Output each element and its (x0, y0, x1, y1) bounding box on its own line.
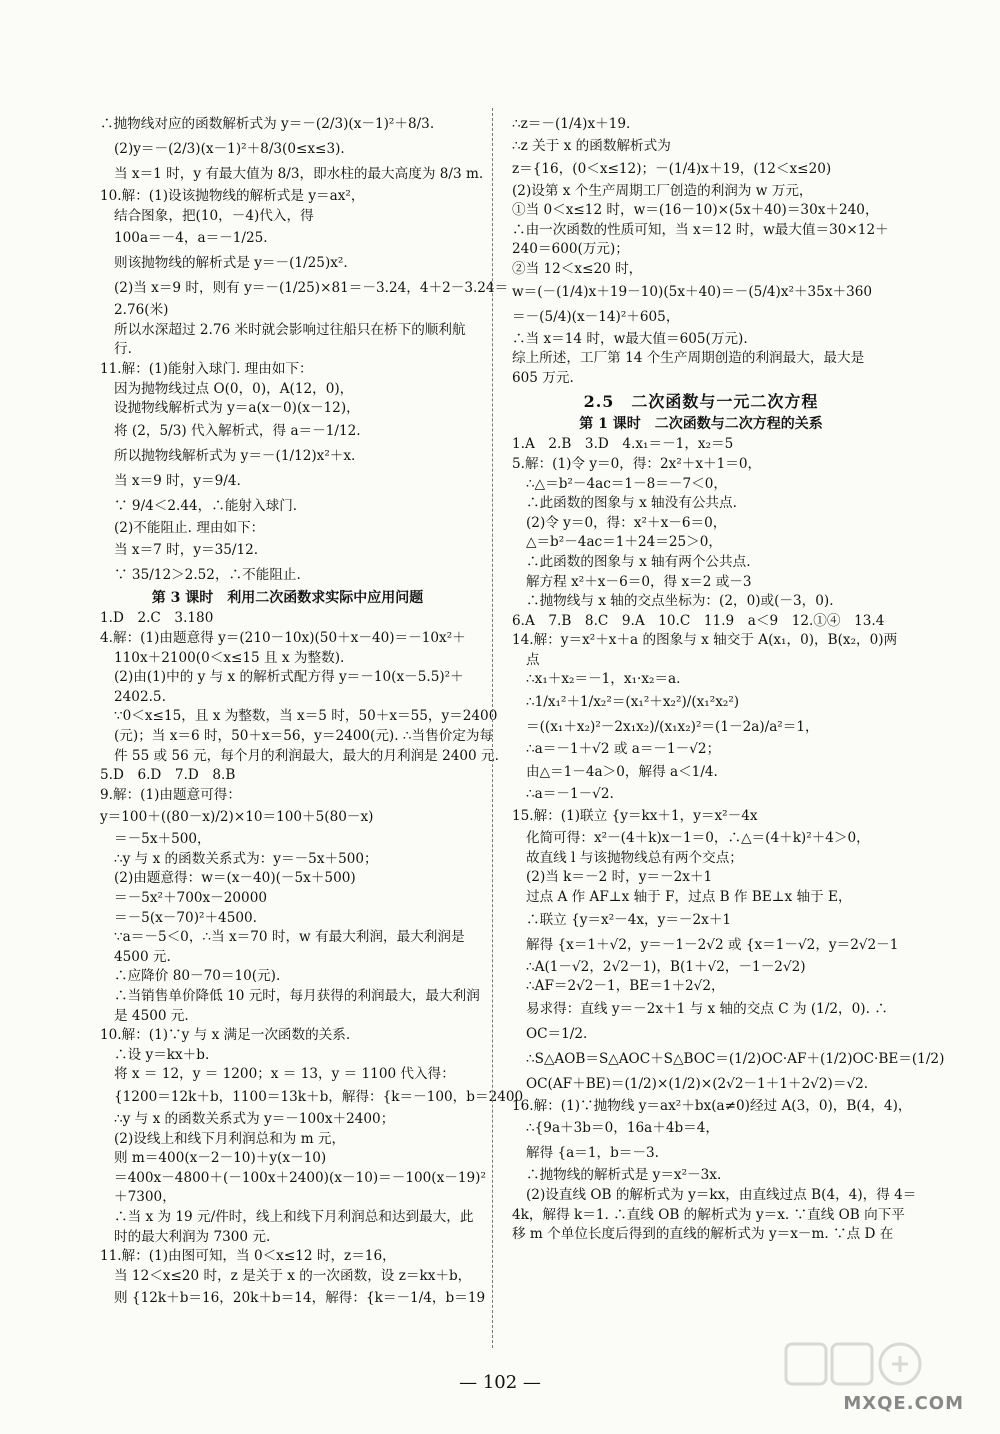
left-text-line: (2)由题意得：w＝(x－40)(－5x＋500) (114, 870, 356, 887)
right-text-line: 故直线 l 与该抛物线总有两个交点； (526, 849, 743, 866)
left-text-line: 11.解：(1)能射入球门. 理由如下： (100, 360, 313, 377)
left-text-line: 10.解：(1)∵y 与 x 满足一次函数的关系. (100, 1027, 351, 1044)
left-text-line: 则 m＝400(x－2－10)＋y(x－10) (114, 1150, 327, 1167)
right-text-line: 5.解：(1)令 y＝0，得：2x²＋x＋1＝0， (512, 455, 762, 472)
right-text-line: ∴a＝－1＋√2 或 a＝－1－√2； (526, 741, 721, 758)
left-text-line: 当 12＜x≤20 时，z 是关于 x 的一次函数，设 z＝kx＋b， (114, 1267, 472, 1284)
right-text-line: ∴由一次函数的性质可知，当 x＝12 时，w最大值＝30×12＋ (512, 221, 889, 238)
right-text-line: (2)设第 x 个生产周期工厂创造的利润为 w 万元， (512, 182, 813, 199)
right-text-line: 易求得：直线 y＝－2x＋1 与 x 轴的交点 C 为 (1/2，0). ∴ (526, 1000, 888, 1017)
left-text-line: 第 3 课时 利用二次函数求实际中应用问题 (151, 590, 424, 607)
left-text-line: 5.D 6.D 7.D 8.B (100, 767, 236, 784)
right-text-line: 6.A 7.B 8.C 9.A 10.C 11.9 a＜9 12.①④ 13.4 (512, 612, 885, 629)
left-text-line: ∴抛物线对应的函数解析式为 y＝－(2/3)(x－1)²＋8/3. (100, 116, 435, 132)
right-text-line: 2.5 二次函数与一元二次方程 (583, 392, 819, 412)
right-text-line: ∴z＝－(1/4)x＋19. (512, 116, 631, 132)
right-text-line: 点 (526, 651, 540, 668)
left-text-line: ∴应降价 80－70＝10(元). (114, 968, 281, 985)
left-text-line: ＝400x－4800＋(－100x＋2400)(x－10)＝－100(x－19)² (114, 1169, 486, 1186)
right-text-line: 化简可得：x²－(4＋k)x－1＝0，∴△＝(4＋k)²＋4＞0， (526, 830, 870, 847)
right-text-line: 综上所述，工厂第 14 个生产周期创造的利润最大，最大是 (512, 350, 865, 367)
page-number: — 102 — (459, 1372, 541, 1393)
right-text-line: OC＝1/2. (526, 1025, 588, 1042)
left-text-line: 4500 元. (114, 948, 171, 965)
left-text-line: ∴设 y＝kx＋b. (114, 1046, 210, 1063)
left-text-line: 4.解：(1)由题意得 y＝(210－10x)(50＋x－40)＝－10x²＋ (100, 629, 466, 646)
right-text-line: ①当 0＜x≤12 时，w＝(16－10)×(5x＋40)＝30x＋240， (512, 202, 879, 219)
right-text-line: (2)令 y＝0，得：x²＋x－6＝0， (526, 514, 727, 531)
left-text-line: ＝－5x²＋700x－20000 (114, 890, 267, 907)
right-text-line: 15.解：(1)联立 {y＝kx＋1，y＝x²－4x (512, 808, 758, 825)
right-text-line: 16.解：(1)∵抛物线 y＝ax²＋bx(a≠0)经过 A(3，0)，B(4，4)， (512, 1097, 912, 1114)
right-column (512, 112, 945, 1245)
right-text-line: 第 1 课时 二次函数与二次方程的关系 (579, 416, 823, 433)
left-text-line: 9.解：(1)由题意可得： (100, 786, 241, 803)
left-text-line: ＝－5x＋500， (114, 831, 211, 848)
watermark-text: MXQE.COM (843, 1393, 964, 1414)
right-text-line: ∴a＝－1－√2. (526, 785, 614, 802)
left-text-line: 结合图象，把(10，－4)代入，得 (114, 207, 314, 224)
right-text-line: ＝－(5/4)(x－14)²＋605， (512, 308, 680, 325)
right-text-line: 移 m 个单位长度后得到的直线的解析式为 y＝x－m. ∵点 D 在 (512, 1226, 894, 1243)
right-text-line: ∴当 x＝14 时，w最大值＝605(万元). (512, 330, 748, 347)
left-text-line: (元)；当 x＝6 时，50＋x＝56，y＝2400(元). ∴当售价定为每 (114, 727, 494, 744)
left-text-line: 时的最大利润为 7300 元. (114, 1228, 271, 1245)
right-text-line: ∴AF＝2√2－1，BE＝1＋2√2， (526, 978, 725, 995)
left-text-line: {1200＝12k＋b，1100＝13k＋b，解得：{k＝－100，b＝2400 (114, 1089, 524, 1105)
right-text-line: ∴1/x₁²＋1/x₂²＝(x₁²＋x₂²)/(x₁²x₂²) (526, 694, 740, 711)
left-text-line: (2)由(1)中的 y 与 x 的解析式配方得 y＝－10(x－5.5)²＋ (114, 669, 464, 686)
left-text-line: 1.D 2.C 3.180 (100, 610, 214, 627)
left-text-line: 11.解：(1)由图可知，当 0＜x≤12 时，z＝16， (100, 1248, 396, 1265)
left-text-line: 当 x＝7 时，y＝35/12. (114, 542, 259, 559)
right-text-line: ∴{9a＋3b＝0，16a＋4b＝4， (526, 1120, 720, 1137)
left-text-line: 是 4500 元. (114, 1007, 189, 1024)
right-text-line: 解得 {x＝1＋√2，y＝－1－2√2 或 {x＝1－√2，y＝2√2－1 (526, 936, 899, 953)
left-text-line: 设抛物线解析式为 y＝a(x－0)(x－12)， (114, 400, 360, 417)
left-text-line: ∴当销售单价降低 10 元时，每月获得的利润最大，最大利润 (114, 988, 480, 1005)
column-divider (492, 108, 493, 1348)
right-text-line: ∴抛物线的解析式是 y＝x²－3x. (526, 1167, 722, 1184)
right-text-line: ∴z 关于 x 的函数解析式为 (512, 138, 671, 154)
left-text-line: ∵0＜x≤15，且 x 为整数，当 x＝5 时，50＋x＝55，y＝2400 (114, 708, 498, 725)
left-text-line: ∴y 与 x 的函数关系式为 y＝－100x＋2400； (114, 1111, 395, 1127)
left-text-line: ∵ 9/4＜2.44，∴能射入球门. (114, 497, 298, 514)
left-text-line: ∴y 与 x 的函数关系式为：y＝－5x＋500； (114, 850, 378, 867)
left-text-line: y＝100＋((80－x)/2)×10＝100＋5(80－x) (100, 809, 374, 826)
left-text-line: ∴当 x 为 19 元/件时，线上和线下月利润总和达到最大，此 (114, 1208, 474, 1225)
left-text-line: 则 {12k＋b＝16，20k＋b＝14，解得：{k＝－1/4，b＝19 (114, 1290, 486, 1307)
left-text-line: ∵a＝－5＜0，∴当 x＝70 时，w 有最大利润，最大利润是 (114, 929, 465, 946)
left-column (100, 112, 524, 1311)
left-text-line: 当 x＝9 时，y＝9/4. (114, 472, 241, 489)
right-text-line: ＝((x₁＋x₂)²－2x₁x₂)/(x₁x₂)²＝(1－2a)/a²＝1， (526, 719, 819, 736)
right-text-line: ∴S△AOB＝S△AOC＋S△BOC＝(1/2)OC·AF＋(1/2)OC·BE＝(1/2) (526, 1050, 945, 1067)
right-text-line: 605 万元. (512, 369, 574, 386)
left-text-line: 行. (114, 341, 132, 358)
right-text-line: 14.解：y＝x²＋x＋a 的图象与 x 轴交于 A(x₁，0)，B(x₂，0)两 (512, 632, 898, 649)
right-text-line: 240＝600(万元)； (512, 241, 629, 258)
right-text-line: (2)设直线 OB 的解析式为 y＝kx，由直线过点 B(4，4)，得 4＝ (526, 1187, 917, 1203)
left-text-line: 将 (2，5/3) 代入解析式，得 a＝－1/12. (114, 422, 361, 439)
left-text-line: 则该抛物线的解析式是 y＝－(1/25)x². (114, 255, 348, 272)
right-text-line: ②当 12＜x≤20 时， (512, 260, 643, 277)
right-text-line: 由△＝1－4a＞0，解得 a＜1/4. (526, 763, 718, 780)
right-text-line: △＝b²－4ac＝1＋24＝25＞0， (526, 534, 723, 551)
right-text-line: (2)当 k＝－2 时，y＝－2x＋1 (526, 869, 713, 886)
right-text-line: ∴x₁＋x₂＝－1，x₁·x₂＝a. (526, 671, 681, 688)
left-text-line: ＝－5(x－70)²＋4500. (114, 909, 257, 926)
left-text-line: 10.解：(1)设该抛物线的解析式是 y＝ax²， (100, 188, 365, 204)
right-text-line: ∴A(1－√2，2√2－1)，B(1＋√2，－1－2√2) (526, 958, 806, 975)
right-text-line: 解方程 x²＋x－6＝0，得 x＝2 或－3 (526, 573, 752, 590)
right-text-line: OC(AF＋BE)＝(1/2)×(1/2)×(2√2－1＋1＋2√2)＝√2. (526, 1075, 869, 1092)
left-text-line: 100a＝－4，a＝－1/25. (114, 230, 268, 247)
right-text-line: w＝(－(1/4)x＋19－10)(5x＋40)＝－(5/4)x²＋35x＋360 (512, 283, 873, 300)
right-text-line: 4k，解得 k＝1. ∴直线 OB 的解析式为 y＝x. ∵直线 OB 向下平 (512, 1206, 905, 1223)
right-text-line: z＝{16，(0＜x≤12)；－(1/4)x＋19，(12＜x≤20) (512, 160, 832, 177)
left-text-line: 因为抛物线过点 O(0，0)，A(12，0)， (114, 380, 354, 397)
left-text-line: 2.76(米) (114, 302, 169, 319)
right-text-line: ∴此函数的图象与 x 轴有两个公共点. (526, 553, 751, 570)
left-text-line: (2)y＝－(2/3)(x－1)²＋8/3(0≤x≤3). (114, 141, 345, 157)
right-text-line: 1.A 2.B 3.D 4.x₁＝－1，x₂＝5 (512, 436, 734, 453)
left-text-line: 件 55 或 56 元，每个月的利润最大，最大的月利润是 2400 元. (114, 747, 499, 764)
left-text-line: 将 x ＝ 12，y ＝ 1200；x ＝ 13，y ＝ 1100 代入得： (114, 1066, 455, 1083)
left-text-line: 当 x＝1 时，y 有最大值为 8/3，即水柱的最大高度为 8/3 m. (114, 166, 484, 182)
left-text-line: 2402.5. (114, 688, 166, 705)
right-text-line: ∴此函数的图象与 x 轴没有公共点. (526, 495, 737, 512)
left-text-line: 所以抛物线解析式为 y＝－(1/12)x²＋x. (114, 447, 356, 464)
left-text-line: (2)当 x＝9 时，则有 y＝－(1/25)×81＝－3.24，4＋2－3.24＝ (114, 280, 509, 297)
left-text-line: ＋7300， (114, 1189, 176, 1206)
left-text-line: (2)不能阻止. 理由如下： (114, 519, 265, 536)
left-text-line: ∵ 35/12＞2.52，∴不能阻止. (114, 567, 301, 584)
right-text-line: 解得 {a＝1，b＝－3. (526, 1145, 659, 1162)
right-text-line: ∴抛物线与 x 轴的交点坐标为：(2，0)或(－3，0). (526, 593, 834, 610)
right-text-line: ∴△＝b²－4ac＝1－8＝－7＜0， (526, 475, 727, 492)
left-text-line: 所以水深超过 2.76 米时就会影响过往船只在桥下的顺利航 (114, 321, 466, 338)
right-text-line: 过点 A 作 AF⊥x 轴于 F，过点 B 作 BE⊥x 轴于 E， (526, 889, 852, 906)
left-text-line: 110x＋2100(0＜x≤15 且 x 为整数). (114, 649, 345, 666)
right-text-line: ∴联立 {y＝x²－4x，y＝－2x＋1 (526, 911, 732, 928)
left-text-line: (2)设线上和线下月利润总和为 m 元， (114, 1130, 346, 1147)
